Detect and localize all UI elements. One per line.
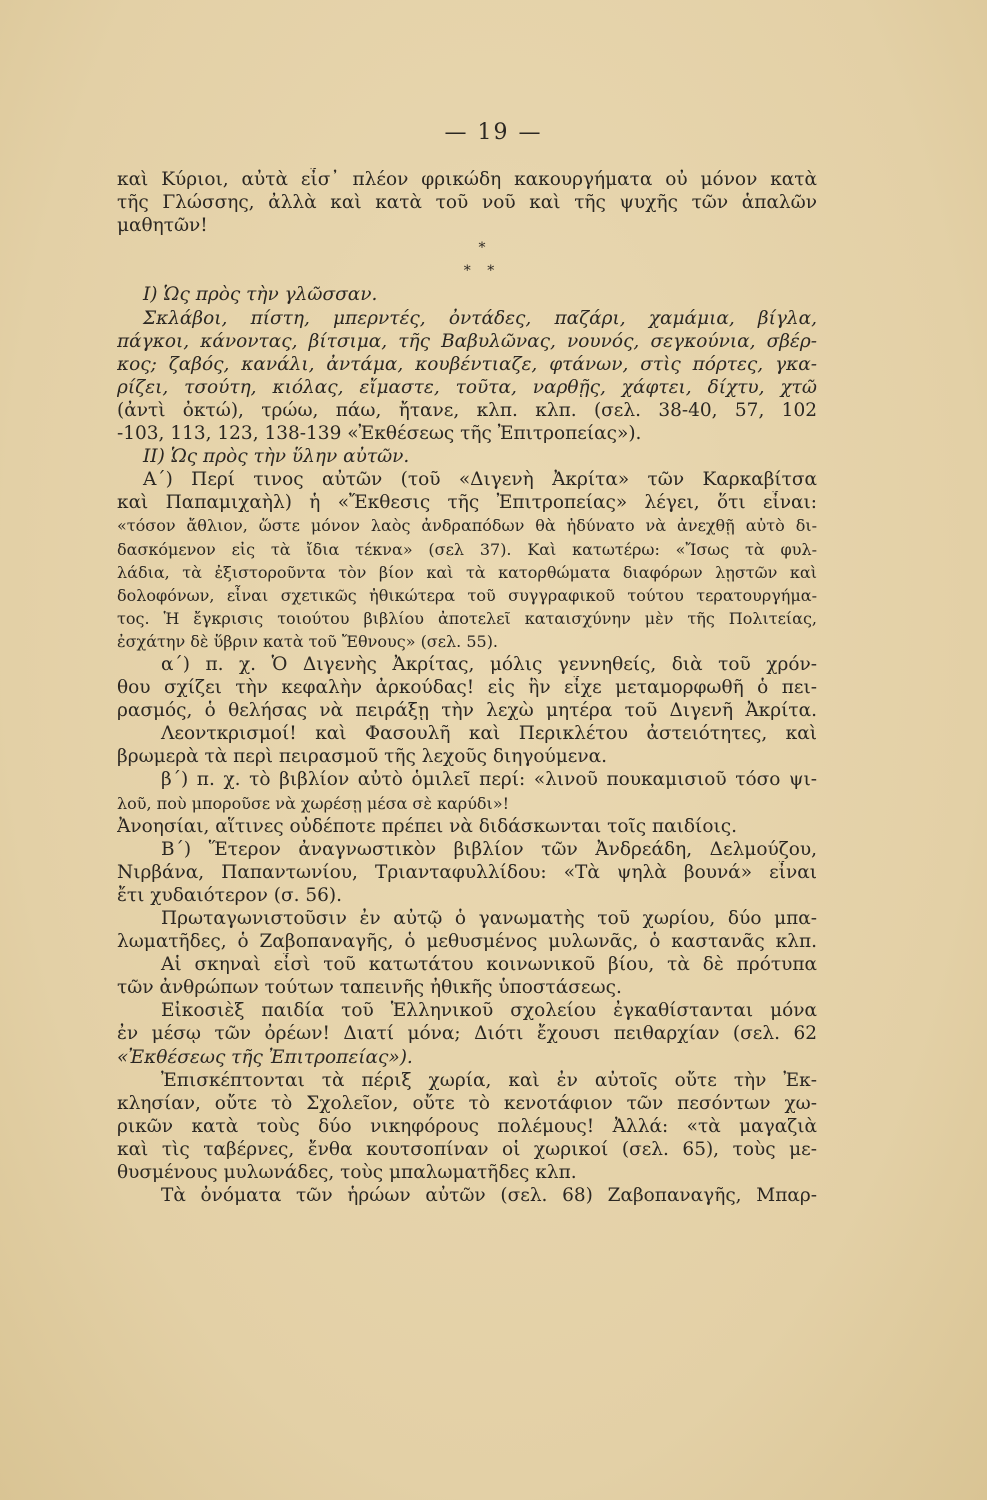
quote-line: δολοφόνων, εἶναι σχετικῶς ἠθικώτερα τοῦ συγγραφικοῦ τούτου τερατουργήμα-	[117, 585, 817, 605]
text-line: Ἀνοησίαι, αἵτινες οὐδέποτε πρέπει νὰ διδάσκωνται τοῖς παιδίοις.	[117, 815, 737, 837]
text-line: «Ἐκθέσεως τῆς Ἐπιτροπείας»).	[117, 1046, 413, 1068]
text-line: β΄) π. χ. τὸ βιβλίον αὐτὸ ὁμιλεῖ περί: «λινοῦ πουκαμισιοῦ τόσο ψι-	[161, 769, 817, 791]
asterism-bottom: * *	[463, 263, 501, 280]
asterism-top: *	[478, 240, 486, 257]
text-line: ρίζει, τσούτη, κιόλας, εἴμαστε, τοῦτα, ναρθῇς, χάφτει, δίχτυ, χτῶ	[117, 376, 817, 398]
page-number: — 19 —	[444, 120, 543, 145]
text-line: α΄) π. χ. Ὁ Διγενὴς Ἀκρίτας, μόλις γεννηθείς, διὰ τοῦ χρόν-	[161, 653, 817, 675]
text-line: Β΄) Ἕτερον ἀναγνωστικὸν βιβλίον τῶν Ἀνδρεάδη, Δελμούζου,	[161, 838, 817, 860]
quote-line: τος. Ἡ ἔγκρισις τοιούτου βιβλίου ἀποτελεῖ καταισχύνην μὲν τῆς Πολιτείας,	[117, 608, 817, 628]
quote-line: λοῦ, ποὺ μποροῦσε νὰ χωρέσῃ μέσα σὲ καρύδι»!	[117, 793, 510, 813]
text-line: τῆς Γλώσσης, ἀλλὰ καὶ κατὰ τοῦ νοῦ καὶ τῆς ψυχῆς τῶν ἁπαλῶν	[117, 192, 817, 214]
section-heading: Ι) Ὡς πρὸς τὴν γλῶσσαν.	[143, 284, 378, 306]
text-line: θου σχίζει τὴν κεφαλὴν ἀρκούδας! εἰς ἣν εἶχε μεταμορφωθῆ ὁ πει-	[117, 677, 817, 699]
text-line: θυσμένους μυλωνάδες, τοὺς μπαλωματῆδες κλπ.	[117, 1162, 577, 1184]
text-line: μαθητῶν!	[117, 215, 208, 237]
text-line: πάγκοι, κάνοντας, βίτσιμα, τῆς Βαβυλῶνας, νουνός, σεγκούνια, σβέρ-	[117, 330, 817, 352]
text-line: Αἱ σκηναὶ εἶσὶ τοῦ κατωτάτου κοινωνικοῦ βίου, τὰ δὲ πρότυπα	[161, 954, 817, 976]
text-line: βρωμερὰ τὰ περὶ πειρασμοῦ τῆς λεχοῦς διηγούμενα.	[117, 746, 608, 768]
text-line: (ἀντὶ ὀκτώ), τρώω, πάω, ἤτανε, κλπ. κλπ. (σελ. 38-40, 57, 102	[117, 399, 817, 421]
text-line: ρικῶν κατὰ τοὺς δύο νικηφόρους πολέμους! Ἀλλά: «τὰ μαγαζιὰ	[117, 1115, 817, 1137]
text-line: τῶν ἀνθρώπων τούτων ταπεινῆς ἠθικῆς ὑποστάσεως.	[117, 977, 622, 999]
text-line: καὶ τὶς ταβέρνες, ἔνθα κουτσοπίναν οἱ χωρικοί (σελ. 65), τοὺς με-	[117, 1138, 817, 1160]
text-line: Λεοντκρισμοί! καὶ Φασουλῆ καὶ Περικλέτου ἀστειότητες, καὶ	[161, 723, 817, 745]
text-line: κος; ζαβός, κανάλι, ἀντάμα, κουβέντιαζε, φτάνων, στὶς πόρτες, γκα-	[117, 353, 817, 375]
text-line: κλησίαν, οὔτε τὸ Σχολεῖον, οὔτε τὸ κενοτάφιον τῶν πεσόντων χω-	[117, 1092, 817, 1114]
text-line: Νιρβάνα, Παπαντωνίου, Τριανταφυλλίδου: «Τὰ ψηλὰ βουνά» εἶναι	[117, 861, 817, 883]
quote-line: δασκόμενον εἰς τὰ ἴδια τέκνα» (σελ 37). Καὶ κατωτέρω: «Ἴσως τὰ φυλ-	[117, 539, 817, 559]
text-line: Εἰκοσιὲξ παιδία τοῦ Ἑλληνικοῦ σχολείου ἐγκαθίστανται μόνα	[161, 1000, 817, 1022]
text-line: -103, 113, 123, 138-139 «Ἐκθέσεως τῆς Ἐπιτροπείας»).	[117, 423, 642, 445]
text-line: Σκλάβοι, πίστη, μπερντές, ὀντάδες, παζάρι, χαμάμια, βίγλα,	[143, 307, 817, 329]
body-text	[117, 168, 817, 1207]
quote-line: «τόσον ἄθλιον, ὥστε μόνον λαὸς ἀνδραπόδων θὰ ἠδύνατο νὰ ἀνεχθῇ αὐτὸ δι-	[117, 516, 817, 536]
text-line: καὶ Κύριοι, αὐτὰ εἶσ᾽ πλέον φρικώδη κακουργήματα οὐ μόνον κατὰ	[117, 169, 817, 190]
text-line: καὶ Παπαμιχαὴλ) ἡ «Ἔκθεσις τῆς Ἐπιτροπείας» λέγει, ὅτι εἶναι:	[117, 492, 817, 514]
text-line: λωματῆδες, ὁ Ζαβοπαναγῆς, ὁ μεθυσμένος μυλωνᾶς, ὁ καστανᾶς κλπ.	[117, 931, 817, 953]
quote-line: λάδια, τὰ ἐξιστοροῦντα τὸν βίον καὶ τὰ κατορθώματα διαφόρων λῃστῶν καὶ	[117, 562, 817, 582]
section-heading: ΙΙ) Ὡς πρὸς τὴν ὕλην αὐτῶν.	[143, 446, 410, 468]
text-line: Ἐπισκέπτονται τὰ πέριξ χωρία, καὶ ἐν αὐτοῖς οὔτε τὴν Ἐκ-	[161, 1069, 817, 1091]
text-line: ρασμός, ὁ θελήσας νὰ πειράξῃ τὴν λεχὼ μητέρα τοῦ Διγενῆ Ἀκρίτα.	[117, 700, 817, 722]
text-line: ἔτι χυδαιότερον (σ. 56).	[117, 884, 342, 906]
text-line: ἐν μέσῳ τῶν ὀρέων! Διατί μόνα; Διότι ἔχουσι πειθαρχίαν (σελ. 62	[117, 1023, 817, 1045]
text-line: Τὰ ὀνόματα τῶν ἡρώων αὐτῶν (σελ. 68) Ζαβοπαναγῆς, Μπαρ-	[161, 1185, 817, 1207]
quote-line: ἐσχάτην δὲ ὕβριν κατὰ τοῦ Ἔθνους» (σελ. 55).	[117, 631, 499, 651]
text-line: Πρωταγωνιστοῦσιν ἐν αὐτῷ ὁ γανωματὴς τοῦ χωρίου, δύο μπα-	[161, 908, 817, 929]
text-line: Α΄) Περί τινος αὐτῶν (τοῦ «Διγενὴ Ἀκρίτα» τῶν Καρκαβίτσα	[143, 469, 817, 491]
